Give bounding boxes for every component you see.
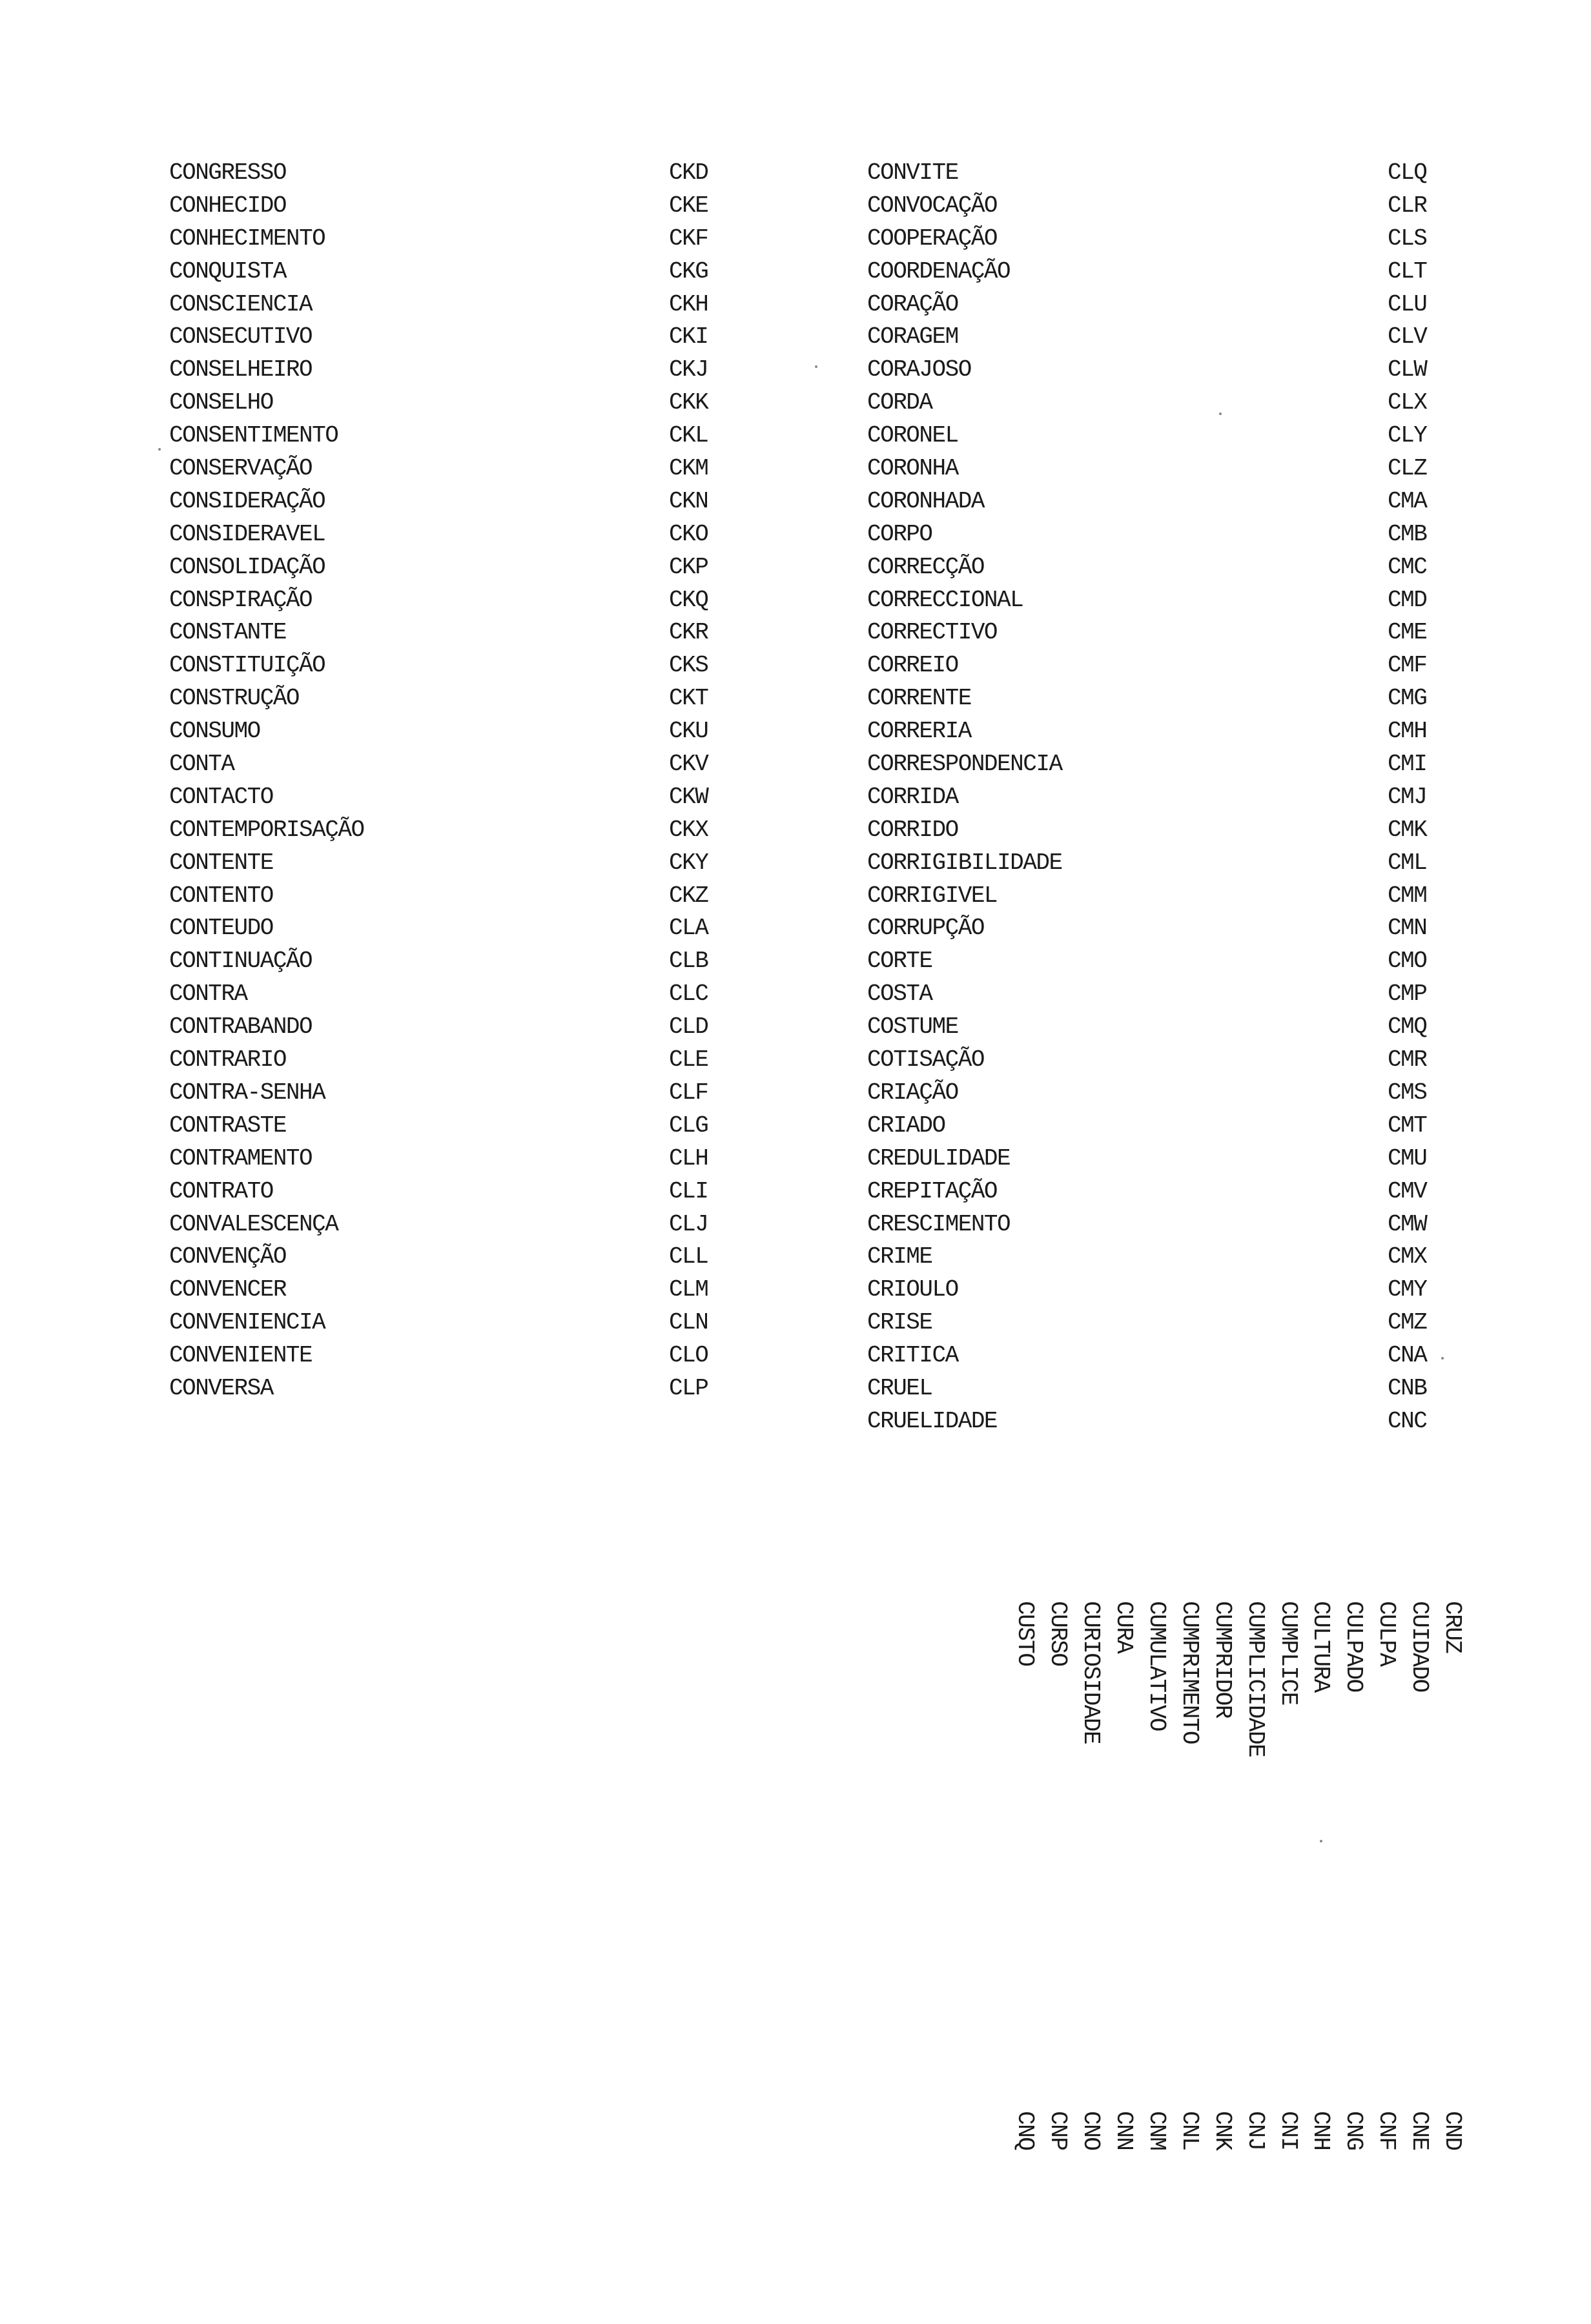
entry-code: CML bbox=[1388, 849, 1427, 876]
codebook-entry bbox=[1402, 1601, 1435, 2214]
codebook-entry bbox=[867, 715, 1448, 748]
entry-code: CMZ bbox=[1388, 1309, 1427, 1336]
codebook-entry bbox=[169, 945, 750, 978]
entry-word: CRITICA bbox=[867, 1342, 958, 1369]
entry-word: CORRIGIBILIDADE bbox=[867, 849, 1062, 876]
entry-code: CLH bbox=[669, 1145, 708, 1172]
entry-code: CKG bbox=[669, 258, 708, 285]
entry-word: CONTRABANDO bbox=[169, 1014, 313, 1041]
codebook-entry bbox=[1206, 1601, 1238, 2214]
entry-word: CORRIGIVEL bbox=[867, 882, 998, 909]
entry-word: CONHECIDO bbox=[169, 192, 286, 219]
entry-word: CULPADO bbox=[1340, 1601, 1368, 1692]
entry-code: CNH bbox=[1308, 2111, 1335, 2150]
entry-code: CLA bbox=[669, 915, 708, 942]
entry-word: CONSIDERAVEL bbox=[169, 520, 325, 547]
entry-code: CLZ bbox=[1388, 455, 1427, 482]
entry-word: CRUZ bbox=[1439, 1601, 1466, 1653]
entry-word: CONQUISTA bbox=[169, 258, 286, 285]
codebook-entry bbox=[867, 453, 1448, 485]
codebook-entry bbox=[169, 912, 750, 945]
codebook-entry bbox=[867, 847, 1448, 880]
entry-word: CUSTO bbox=[1012, 1601, 1039, 1666]
codebook-entry bbox=[867, 978, 1448, 1011]
entry-code: CKY bbox=[669, 849, 708, 876]
entry-code: CND bbox=[1439, 2111, 1466, 2150]
codebook-entry bbox=[169, 715, 750, 748]
entry-code: CNQ bbox=[1012, 2111, 1039, 2150]
codebook-entry bbox=[169, 420, 750, 453]
codebook-entry bbox=[867, 1011, 1448, 1044]
entry-code: CNI bbox=[1275, 2111, 1302, 2150]
entry-word: CRIME bbox=[867, 1243, 932, 1270]
codebook-entry bbox=[169, 1011, 750, 1044]
entry-word: CUMPRIMENTO bbox=[1176, 1601, 1203, 1744]
entry-code: CNN bbox=[1111, 2111, 1138, 2150]
codebook-entry bbox=[1140, 1601, 1173, 2214]
codebook-entry bbox=[1370, 1601, 1402, 2214]
entry-code: CNO bbox=[1078, 2111, 1105, 2150]
entry-code: CMJ bbox=[1388, 783, 1427, 810]
entry-code: CNL bbox=[1176, 2111, 1203, 2150]
entry-word: CONTENTO bbox=[169, 882, 273, 909]
entry-word: CONSERVAÇÃO bbox=[169, 455, 313, 482]
codebook-entry bbox=[1074, 1601, 1107, 2214]
entry-code: CKI bbox=[669, 323, 708, 351]
codebook-entry bbox=[1238, 1601, 1271, 2214]
codebook-entry bbox=[867, 1241, 1448, 1274]
codebook-entry bbox=[169, 485, 750, 518]
entry-word: CONSTITUIÇÃO bbox=[169, 652, 325, 679]
entry-word: CREPITAÇÃO bbox=[867, 1177, 998, 1205]
entry-code: CMA bbox=[1388, 487, 1427, 515]
codebook-entry bbox=[169, 748, 750, 781]
entry-code: CLD bbox=[669, 1014, 708, 1041]
entry-word: CRIAÇÃO bbox=[867, 1079, 958, 1106]
entry-word: CORREIO bbox=[867, 652, 958, 679]
entry-word: CONSECUTIVO bbox=[169, 323, 313, 351]
codebook-entry bbox=[169, 781, 750, 814]
entry-code: CNG bbox=[1340, 2111, 1368, 2150]
entry-code: CME bbox=[1388, 619, 1427, 646]
entry-code: CNF bbox=[1373, 2111, 1401, 2150]
entry-code: CLI bbox=[669, 1177, 708, 1205]
entry-word: CONTRAMENTO bbox=[169, 1145, 313, 1172]
entry-code: CMQ bbox=[1388, 1014, 1427, 1041]
codebook-entry bbox=[169, 223, 750, 256]
codebook-entry bbox=[867, 1208, 1448, 1241]
codebook-entry bbox=[169, 453, 750, 485]
entry-word: CORRESPONDENCIA bbox=[867, 751, 1062, 778]
codebook-entry bbox=[1337, 1601, 1370, 2214]
entry-word: COORDENAÇÃO bbox=[867, 258, 1011, 285]
codebook-entry bbox=[867, 1044, 1448, 1077]
entry-word: CORRECÇÃO bbox=[867, 553, 984, 580]
entry-word: CORONHADA bbox=[867, 487, 984, 515]
codebook-entry bbox=[867, 1340, 1448, 1372]
entry-code: CKZ bbox=[669, 882, 708, 909]
entry-word: CUMPLICIDADE bbox=[1242, 1601, 1269, 1757]
entry-word: CUMPLICE bbox=[1275, 1601, 1302, 1705]
entry-code: CKW bbox=[669, 783, 708, 810]
entry-code: CMH bbox=[1388, 718, 1427, 745]
entry-word: CORDA bbox=[867, 389, 932, 416]
codebook-entry bbox=[867, 1405, 1448, 1438]
codebook-entry bbox=[169, 190, 750, 223]
entry-word: CONSOLIDAÇÃO bbox=[169, 553, 325, 580]
entry-word: CORRIDA bbox=[867, 783, 958, 810]
entry-word: CUMULATIVO bbox=[1143, 1601, 1170, 1731]
codebook-entry bbox=[1304, 1601, 1337, 2214]
entry-code: CMF bbox=[1388, 652, 1427, 679]
codebook-entry bbox=[867, 223, 1448, 256]
codebook-entry bbox=[169, 1077, 750, 1110]
entry-code: CKP bbox=[669, 553, 708, 580]
codebook-entry bbox=[169, 880, 750, 913]
codebook-entry bbox=[867, 1307, 1448, 1340]
codebook-entry bbox=[867, 420, 1448, 453]
entry-word: CONHECIMENTO bbox=[169, 225, 325, 252]
entry-code: CKH bbox=[669, 290, 708, 318]
codebook-entry bbox=[867, 1372, 1448, 1405]
entry-code: CKN bbox=[669, 487, 708, 515]
entry-code: CNB bbox=[1388, 1374, 1427, 1402]
entry-code: CMO bbox=[1388, 948, 1427, 975]
entry-code: CLT bbox=[1388, 258, 1427, 285]
codebook-entry bbox=[169, 551, 750, 584]
codebook-entry bbox=[1041, 1601, 1074, 2214]
codebook-entry bbox=[169, 1241, 750, 1274]
entry-word: CURIOSIDADE bbox=[1078, 1601, 1105, 1744]
entry-word: CONTRA bbox=[169, 981, 247, 1008]
entry-word: CORTE bbox=[867, 948, 932, 975]
entry-word: CORAÇÃO bbox=[867, 290, 958, 318]
entry-word: CURSO bbox=[1045, 1601, 1072, 1666]
entry-word: CREDULIDADE bbox=[867, 1145, 1011, 1172]
entry-word: CONSENTIMENTO bbox=[169, 422, 338, 449]
entry-code: CKQ bbox=[669, 586, 708, 613]
entry-code: CMX bbox=[1388, 1243, 1427, 1270]
entry-code: CKS bbox=[669, 652, 708, 679]
codebook-entry bbox=[867, 1110, 1448, 1143]
entry-word: CONVALESCENÇA bbox=[169, 1210, 338, 1238]
codebook-entry bbox=[867, 190, 1448, 223]
entry-word: COSTUME bbox=[867, 1014, 958, 1041]
entry-word: CONVENIENCIA bbox=[169, 1309, 325, 1336]
entry-code: CKD bbox=[669, 159, 708, 186]
entry-word: CONVERSA bbox=[169, 1374, 273, 1402]
codebook-entry bbox=[169, 1143, 750, 1176]
entry-word: CUIDADO bbox=[1406, 1601, 1433, 1692]
entry-code: CMW bbox=[1388, 1210, 1427, 1238]
entry-word: CONSELHEIRO bbox=[169, 356, 313, 383]
entry-word: CONSPIRAÇÃO bbox=[169, 586, 313, 613]
entry-code: CMM bbox=[1388, 882, 1427, 909]
entry-word: CURA bbox=[1111, 1601, 1138, 1653]
entry-word: CORRIDO bbox=[867, 816, 958, 843]
paper-speck bbox=[815, 365, 817, 368]
entry-code: CMK bbox=[1388, 816, 1427, 843]
entry-code: CLM bbox=[669, 1276, 708, 1303]
codebook-entry bbox=[169, 321, 750, 354]
entry-word: CORAJOSO bbox=[867, 356, 971, 383]
entry-code: CLR bbox=[1388, 192, 1427, 219]
entry-code: CMC bbox=[1388, 553, 1427, 580]
codebook-entry bbox=[169, 1340, 750, 1372]
entry-code: CLS bbox=[1388, 225, 1427, 252]
entry-code: CKV bbox=[669, 751, 708, 778]
codebook-entry bbox=[169, 978, 750, 1011]
entry-code: CMB bbox=[1388, 520, 1427, 547]
paper-speck bbox=[1219, 413, 1222, 415]
codebook-entry bbox=[169, 1044, 750, 1077]
codebook-entry bbox=[169, 1307, 750, 1340]
word-code-column-2 bbox=[867, 157, 1448, 1438]
entry-word: CORONHA bbox=[867, 455, 958, 482]
codebook-entry bbox=[169, 649, 750, 682]
entry-code: CMP bbox=[1388, 981, 1427, 1008]
entry-word: COOPERAÇÃO bbox=[867, 225, 998, 252]
codebook-entry bbox=[867, 1274, 1448, 1307]
entry-code: CNM bbox=[1143, 2111, 1170, 2150]
entry-word: CORRECCIONAL bbox=[867, 586, 1023, 613]
entry-code: CKK bbox=[669, 389, 708, 416]
entry-code: CLJ bbox=[669, 1210, 708, 1238]
paper-speck bbox=[1441, 1357, 1444, 1360]
entry-code: CKL bbox=[669, 422, 708, 449]
entry-word: CONSELHO bbox=[169, 389, 273, 416]
codebook-entry bbox=[867, 1176, 1448, 1208]
codebook-entry bbox=[169, 387, 750, 420]
entry-word: CONTINUAÇÃO bbox=[169, 948, 313, 975]
entry-word: CONSTRUÇÃO bbox=[169, 685, 300, 712]
entry-word: CORRECTIVO bbox=[867, 619, 998, 646]
entry-word: CRISE bbox=[867, 1309, 932, 1336]
entry-code: CMR bbox=[1388, 1046, 1427, 1074]
entry-code: CKO bbox=[669, 520, 708, 547]
entry-word: CULPA bbox=[1373, 1601, 1401, 1666]
codebook-entry bbox=[867, 256, 1448, 289]
entry-word: COSTA bbox=[867, 981, 932, 1008]
entry-word: CONTRATO bbox=[169, 1177, 273, 1205]
entry-word: CONSTANTE bbox=[169, 619, 286, 646]
entry-code: CLP bbox=[669, 1374, 708, 1402]
entry-word: CORONEL bbox=[867, 422, 958, 449]
entry-code: CNC bbox=[1388, 1407, 1427, 1434]
entry-word: CUMPRIDOR bbox=[1209, 1601, 1236, 1718]
entry-word: CORRERIA bbox=[867, 718, 971, 745]
codebook-entry bbox=[169, 1274, 750, 1307]
entry-code: CLF bbox=[669, 1079, 708, 1106]
entry-code: CKX bbox=[669, 816, 708, 843]
codebook-entry bbox=[867, 814, 1448, 847]
entry-code: CNJ bbox=[1242, 2111, 1269, 2150]
entry-code: CLB bbox=[669, 948, 708, 975]
entry-word: CORRENTE bbox=[867, 685, 971, 712]
entry-word: CONTRA-SENHA bbox=[169, 1079, 325, 1106]
codebook-entry bbox=[867, 551, 1448, 584]
codebook-entry bbox=[867, 485, 1448, 518]
entry-word: CONSIDERAÇÃO bbox=[169, 487, 325, 515]
codebook-entry bbox=[867, 289, 1448, 321]
entry-word: CRESCIMENTO bbox=[867, 1210, 1011, 1238]
entry-code: CMD bbox=[1388, 586, 1427, 613]
rotated-word-code-block bbox=[1003, 1601, 1468, 2214]
entry-word: CRUELIDADE bbox=[867, 1407, 998, 1434]
codebook-entry bbox=[867, 781, 1448, 814]
entry-code: CLO bbox=[669, 1342, 708, 1369]
paper-speck bbox=[1320, 1840, 1322, 1842]
entry-word: CONGRESSO bbox=[169, 159, 286, 186]
codebook-entry bbox=[169, 1110, 750, 1143]
entry-code: CKT bbox=[669, 685, 708, 712]
entry-code: CLC bbox=[669, 981, 708, 1008]
entry-word: CRUEL bbox=[867, 1374, 932, 1402]
entry-word: CORAGEM bbox=[867, 323, 958, 351]
codebook-entry bbox=[1271, 1601, 1304, 2214]
entry-code: CMV bbox=[1388, 1177, 1427, 1205]
entry-code: CNK bbox=[1209, 2111, 1236, 2150]
codebook-entry bbox=[867, 682, 1448, 715]
codebook-entry bbox=[169, 847, 750, 880]
entry-code: CKF bbox=[669, 225, 708, 252]
entry-code: CKJ bbox=[669, 356, 708, 383]
entry-word: CONVENCER bbox=[169, 1276, 286, 1303]
codebook-entry bbox=[867, 617, 1448, 649]
codebook-entry bbox=[169, 814, 750, 847]
codebook-entry bbox=[867, 748, 1448, 781]
codebook-entry bbox=[867, 649, 1448, 682]
entry-code: CKR bbox=[669, 619, 708, 646]
entry-word: CONTRASTE bbox=[169, 1112, 286, 1139]
codebook-entry bbox=[169, 518, 750, 551]
entry-word: CONVITE bbox=[867, 159, 958, 186]
entry-code: CNP bbox=[1045, 2111, 1072, 2150]
word-code-column-1 bbox=[169, 157, 750, 1405]
entry-code: CNE bbox=[1406, 2111, 1433, 2150]
codebook-entry bbox=[169, 1176, 750, 1208]
codebook-entry bbox=[1173, 1601, 1206, 2214]
codebook-entry bbox=[867, 387, 1448, 420]
entry-code: CLU bbox=[1388, 290, 1427, 318]
entry-code: CMT bbox=[1388, 1112, 1427, 1139]
codebook-entry bbox=[867, 945, 1448, 978]
codebook-entry bbox=[1107, 1601, 1140, 2214]
entry-code: CMS bbox=[1388, 1079, 1427, 1106]
codebook-entry bbox=[169, 256, 750, 289]
entry-word: CRIADO bbox=[867, 1112, 945, 1139]
entry-word: CORRUPÇÃO bbox=[867, 915, 984, 942]
entry-code: CLX bbox=[1388, 389, 1427, 416]
codebook-entry bbox=[169, 584, 750, 617]
codebook-entry bbox=[169, 682, 750, 715]
entry-code: CKM bbox=[669, 455, 708, 482]
codebook-entry bbox=[867, 518, 1448, 551]
entry-word: COTISAÇÃO bbox=[867, 1046, 984, 1074]
codebook-entry bbox=[867, 1077, 1448, 1110]
entry-word: CULTURA bbox=[1308, 1601, 1335, 1692]
codebook-entry bbox=[169, 1372, 750, 1405]
codebook-entry bbox=[169, 617, 750, 649]
entry-word: CONSCIENCIA bbox=[169, 290, 313, 318]
entry-code: CNA bbox=[1388, 1342, 1427, 1369]
codebook-entry bbox=[169, 157, 750, 190]
codebook-entry bbox=[867, 157, 1448, 190]
codebook-entry bbox=[867, 880, 1448, 913]
entry-code: CLW bbox=[1388, 356, 1427, 383]
entry-code: CLG bbox=[669, 1112, 708, 1139]
entry-code: CKU bbox=[669, 718, 708, 745]
paper-speck bbox=[158, 448, 161, 451]
entry-code: CLV bbox=[1388, 323, 1427, 351]
entry-code: CLL bbox=[669, 1243, 708, 1270]
entry-word: CONSUMO bbox=[169, 718, 260, 745]
entry-word: CONTENTE bbox=[169, 849, 273, 876]
entry-code: CLQ bbox=[1388, 159, 1427, 186]
entry-code: CMN bbox=[1388, 915, 1427, 942]
codebook-entry bbox=[867, 584, 1448, 617]
entry-code: CMI bbox=[1388, 751, 1427, 778]
codebook-entry bbox=[169, 289, 750, 321]
codebook-entry bbox=[1435, 1601, 1468, 2214]
entry-word: CONTA bbox=[169, 751, 234, 778]
entry-code: CMY bbox=[1388, 1276, 1427, 1303]
entry-word: CRIOULO bbox=[867, 1276, 958, 1303]
codebook-entry bbox=[867, 1143, 1448, 1176]
entry-code: CKE bbox=[669, 192, 708, 219]
codebook-entry bbox=[1009, 1601, 1042, 2214]
codebook-entry bbox=[169, 1208, 750, 1241]
entry-word: CONVOCAÇÃO bbox=[867, 192, 998, 219]
codebook-entry bbox=[867, 912, 1448, 945]
entry-word: CONVENÇÃO bbox=[169, 1243, 286, 1270]
entry-word: CONVENIENTE bbox=[169, 1342, 313, 1369]
entry-word: CONTACTO bbox=[169, 783, 273, 810]
entry-word: CONTEUDO bbox=[169, 915, 273, 942]
entry-code: CMG bbox=[1388, 685, 1427, 712]
entry-word: CORPO bbox=[867, 520, 932, 547]
codebook-entry bbox=[867, 321, 1448, 354]
entry-word: CONTRARIO bbox=[169, 1046, 286, 1074]
entry-code: CLY bbox=[1388, 422, 1427, 449]
entry-code: CMU bbox=[1388, 1145, 1427, 1172]
entry-code: CLE bbox=[669, 1046, 708, 1074]
entry-code: CLN bbox=[669, 1309, 708, 1336]
codebook-entry bbox=[867, 354, 1448, 387]
codebook-entry bbox=[169, 354, 750, 387]
entry-word: CONTEMPORISAÇÃO bbox=[169, 816, 364, 843]
